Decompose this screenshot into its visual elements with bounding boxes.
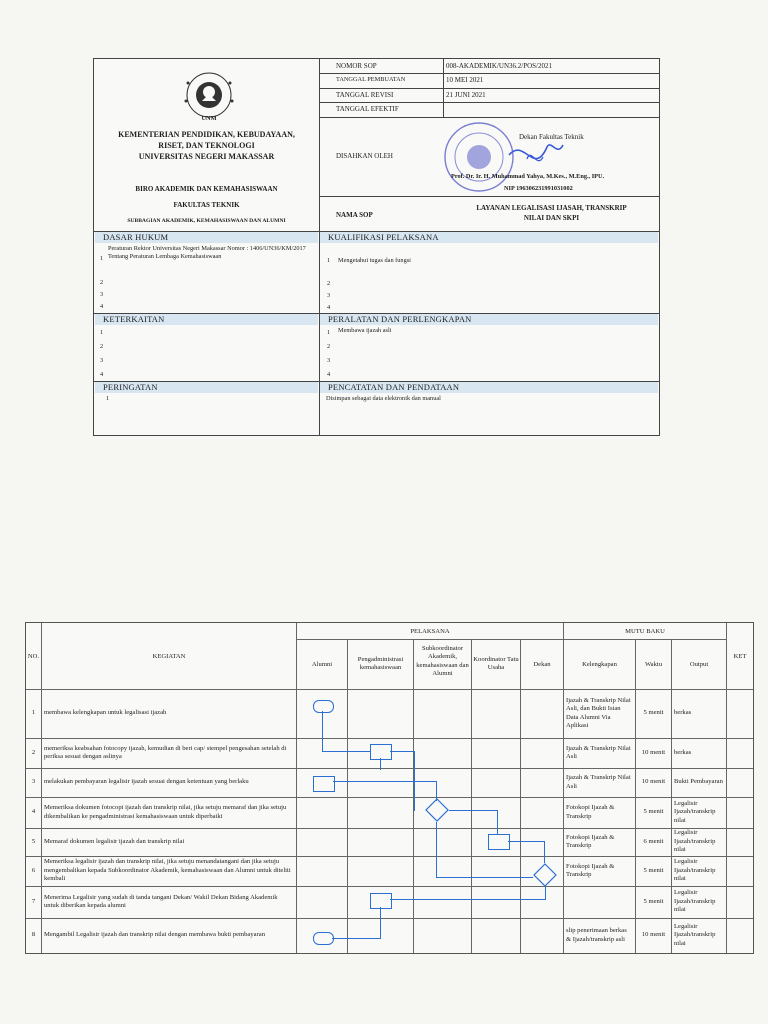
flow-row-output: berkas: [674, 709, 692, 717]
peringatan-title: PERINGATAN: [95, 382, 318, 393]
flow-row-no: 3: [31, 778, 36, 786]
flow-row-no: 1: [31, 709, 36, 717]
peralatan-no: 1: [327, 329, 331, 336]
decision-diamond-review: [425, 798, 449, 822]
flow-row-kelengkapan: [564, 886, 635, 918]
kualifikasi-title: KUALIFIKASI PELAKSANA: [320, 232, 658, 243]
flow-row-no: 5: [31, 837, 36, 845]
flow-row-output: Legalisir Ijazah/transkrip nilai: [674, 829, 716, 854]
bureau-title: BIRO AKADEMIK DAN KEMAHASISWAAN: [135, 185, 278, 193]
flow-row-kegiatan: membawa kelengkapan untuk legalisasi ijazah: [44, 709, 167, 717]
flow-row-kegiatan: Memeriksa dokumen fotocopi ijazah dan transkrip nilai, jika setuju memaraf dan jika setuju dikembalikan ke pengadministrasi kemahasiswaan untuk diperbaiki: [44, 804, 287, 820]
col-kegiatan-header: KEGIATAN: [152, 653, 186, 660]
col-no-header: NO.: [27, 653, 40, 660]
tgl-pembuatan-label: TANGGAL PEMBUATAN: [336, 76, 406, 83]
flow-row-kelengkapan: Ijazah & Transkrip Nilai Asli, dan Bukti Isian Data Alumni Via Aplikasi: [566, 696, 631, 729]
procedure-flow-table: [25, 622, 754, 954]
flow-row-waktu: 5 menit: [643, 709, 664, 717]
tgl-efektif-label: TANGGAL EFEKTIF: [336, 105, 399, 113]
flow-row-waktu: 10 menit: [641, 778, 666, 786]
keterkaitan-no: 3: [100, 357, 104, 364]
disahkan-role: Dekan Fakultas Teknik: [519, 133, 584, 141]
col-kelengkapan-header: Kelengkapan: [582, 661, 617, 668]
pencatatan-title: PENCATATAN DAN PENDATAAN: [320, 382, 658, 393]
flow-row-kegiatan: Mengambil Legalisir ijazah dan transkrip nilai dengan membawa bukti pembayaran: [44, 931, 266, 939]
keterkaitan-title: KETERKAITAN: [95, 314, 318, 325]
dasar-hukum-no: 2: [100, 279, 104, 286]
kualifikasi-item: Mengetahui tugas dan fungsi: [338, 257, 411, 264]
flow-row-kelengkapan: Ijazah & Transkrip Nilai Asli: [566, 744, 631, 760]
faculty-title: FAKULTAS TEKNIK: [173, 201, 240, 209]
actor-alumni-header: Alumni: [311, 661, 333, 668]
actor-koordinator-header: Koordinator Tatu Usaha: [473, 656, 519, 672]
flow-row-no: 7: [31, 897, 36, 905]
end-terminator: [313, 932, 334, 945]
actor-subkoordinator-header: Subkoordinator Akademik, kemahasiswaan dan Alumni: [416, 645, 469, 678]
flow-row-waktu: 5 menit: [643, 808, 664, 816]
dasar-hukum-no: 3: [100, 291, 104, 298]
peralatan-no: 4: [327, 371, 331, 378]
flow-row-kegiatan: melakukan pembayaran legalisir ijazah sesuai dengan ketentuan yang berlaku: [44, 778, 249, 786]
flow-row-kegiatan: memeriksa keabsahan fotocopy ijazah, kemudian di beri cap/ stempel pengesahan setelah di periksa sesuai dengan aslinya: [44, 744, 287, 760]
flow-row-kegiatan: Menerima Legalisir yang sudah di tanda tangani Dekan/ Wakil Dekan Bidang Akademik untuk diberikan kepada alumni: [44, 893, 278, 909]
flow-row-output: Bukti Pembayaran: [674, 778, 723, 786]
flow-row-output: berkas: [674, 748, 692, 756]
flow-row-no: 6: [31, 866, 36, 874]
ministry-title: KEMENTERIAN PENDIDIKAN, KEBUDAYAAN, RISET, DAN TEKNOLOGI UNIVERSITAS NEGERI MAKASSAR: [118, 130, 295, 161]
tgl-pembuatan-value: 10 MEI 2021: [446, 76, 484, 84]
dasar-hukum-no: 1: [100, 255, 104, 262]
mutu-baku-group-header: MUTU BAKU: [625, 628, 665, 635]
disahkan-name: Prof. Dr. Ir. H. Muhammad Yahya, M.Kes., M.Eng., IPU.: [451, 173, 605, 180]
start-terminator: [313, 700, 334, 713]
flow-row-waktu: 10 menit: [641, 931, 666, 939]
peralatan-no: 3: [327, 357, 331, 364]
dasar-hukum-no: 4: [100, 303, 104, 310]
flow-row-output: Legalisir Ijazah/transkrip nilai: [674, 922, 716, 947]
col-waktu-header: Waktu: [644, 661, 663, 668]
kualifikasi-no: 1: [327, 257, 331, 264]
keterkaitan-no: 1: [100, 329, 104, 336]
flow-row-kelengkapan: Ijazah & Transkrip Nilai Asli: [566, 774, 631, 790]
flow-row-output: Legalisir Ijazah/transkrip nilai: [674, 889, 716, 914]
flow-row-no: 4: [31, 808, 36, 816]
flow-row-waktu: 5 menit: [643, 897, 664, 905]
decision-diamond-sign: [533, 863, 557, 887]
peringatan-no: 1: [106, 395, 110, 402]
flow-row-no: 2: [31, 748, 36, 756]
dasar-hukum-title: DASAR HUKUM: [95, 232, 318, 243]
nama-sop-value: LAYANAN LEGALISASI IJASAH, TRANSKRIP NILAI DAN SKPI: [476, 204, 627, 222]
flow-row-kelengkapan: Fotokopi Ijazah & Transkrip: [566, 862, 615, 878]
flow-row-waktu: 10 menit: [641, 748, 666, 756]
sop-header-sheet: [93, 58, 660, 436]
flow-row-kegiatan: Memaraf dokumen legalisir ijazah dan transkrip nilai: [44, 837, 185, 845]
flow-row-kegiatan: Memeriksa legalisir ijazah dan transkrip nilai, jika setuju menandatangani dan jika setuju mengembalikan kepada Subkoordinator Akademik, kemahasiswaan dan Alumni untuk diteliti kembali: [44, 858, 291, 883]
flow-row-kelengkapan: Fotokopi Ijazah & Transkrip: [566, 804, 615, 820]
tgl-revisi-label: TANGGAL REVISI: [336, 91, 394, 99]
flow-row-output: Legalisir Ijazah/transkrip nilai: [674, 858, 716, 883]
col-output-header: Output: [689, 661, 709, 668]
kualifikasi-no: 2: [327, 280, 331, 287]
col-ket-header: KET: [733, 653, 747, 660]
nama-sop-label: NAMA SOP: [336, 211, 373, 219]
flow-row-output: Legalisir Ijazah/transkrip nilai: [674, 799, 716, 824]
pelaksana-group-header: PELAKSANA: [410, 628, 450, 635]
pencatatan-text: Disimpan sebagai data elektronik dan manual: [326, 395, 441, 402]
actor-dekan-header: Dekan: [533, 661, 551, 668]
peralatan-item: Membawa ijazah asli: [338, 327, 392, 334]
process-box-payment: [313, 776, 335, 792]
peralatan-title: PERALATAN DAN PERLENGKAPAN: [320, 314, 658, 325]
keterkaitan-no: 2: [100, 343, 104, 350]
disahkan-nip: NIP 196306231991031002: [504, 185, 573, 192]
disahkan-label: DISAHKAN OLEH: [336, 152, 393, 160]
flow-row-waktu: 6 menit: [643, 837, 664, 845]
nomor-sop-value: 008-AKADEMIK/UN36.2/POS/2021: [446, 62, 552, 70]
flow-row-waktu: 5 menit: [643, 866, 664, 874]
nomor-sop-label: NOMOR SOP: [336, 62, 377, 70]
process-box-paraf: [488, 834, 510, 850]
flow-row-no: 8: [31, 931, 36, 939]
peralatan-no: 2: [327, 343, 331, 350]
subsection-title: SUBBAGIAN AKADEMIK, KEMAHASISWAAN DAN ALUMNI: [127, 218, 286, 224]
actor-pengadministrasi-header: Pengadministrasi kemahasiswaan: [357, 656, 404, 672]
keterkaitan-no: 4: [100, 371, 104, 378]
flow-row-kelengkapan: slip penerimaan berkas & Ijazah/transkrip asli: [566, 927, 627, 943]
tgl-revisi-value: 21 JUNI 2021: [446, 91, 486, 99]
logo-caption: UNM: [201, 115, 217, 122]
kualifikasi-no: 3: [327, 292, 331, 299]
kualifikasi-no: 4: [327, 304, 331, 311]
flow-row-kelengkapan: Fotokopi Ijazah & Transkrip: [566, 833, 615, 849]
dasar-hukum-item: Peraturan Rektor Universitas Negeri Makassar Nomor : 1406/UN36/KM/2017 Tentang Peraturan Lembaga Kemahasiswaan: [108, 245, 306, 260]
